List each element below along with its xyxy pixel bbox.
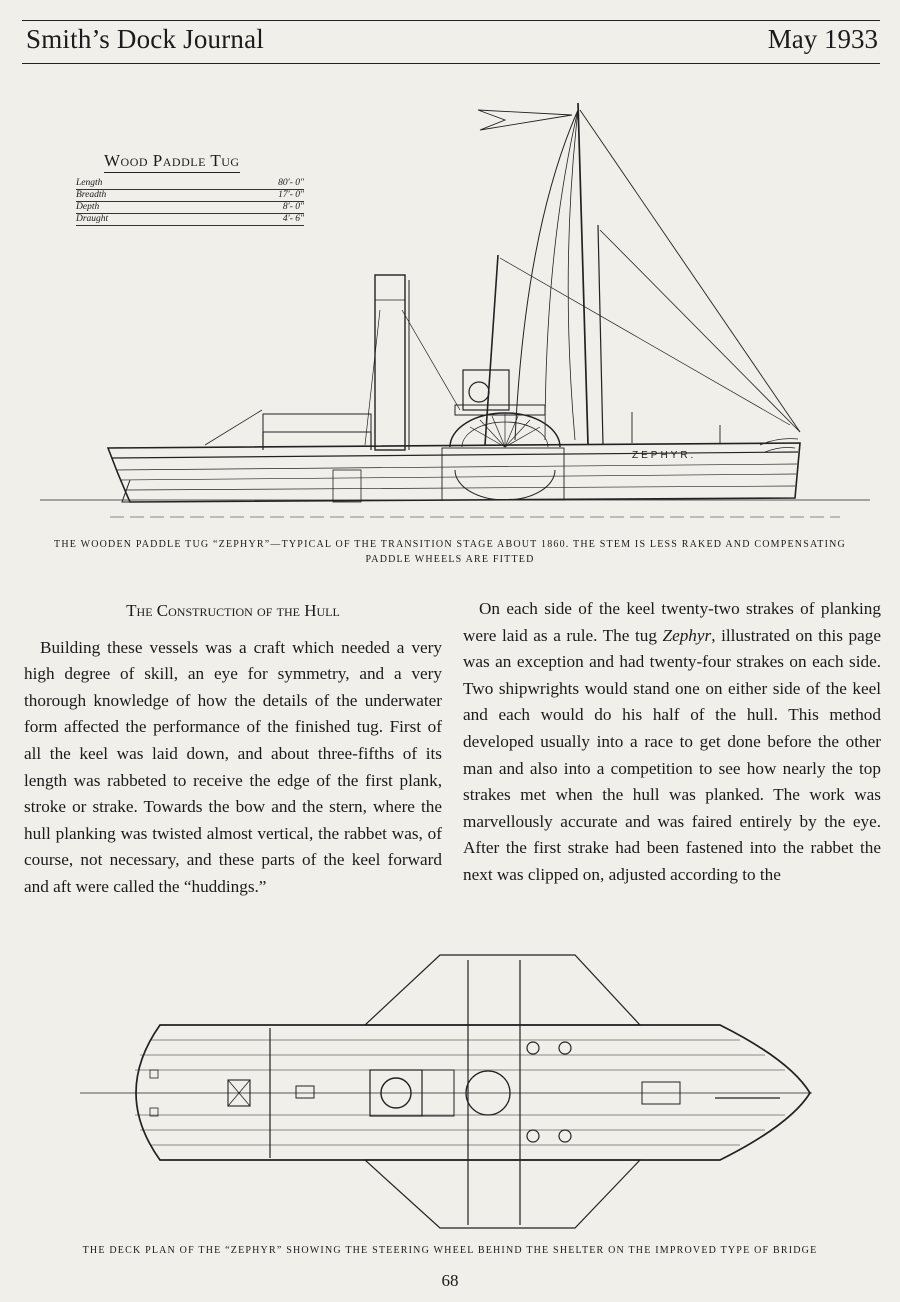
spec-value: 17′- 0″ bbox=[278, 190, 304, 200]
spec-value: 8′- 0″ bbox=[282, 202, 304, 212]
hull-name-label: ZEPHYR. bbox=[632, 450, 697, 461]
spec-value: 4′- 6″ bbox=[282, 214, 304, 224]
paragraph-text: On each side of the keel twenty-two strakes of planking were laid as a rule. The tug bbox=[463, 599, 881, 645]
spec-label: Draught bbox=[76, 214, 109, 224]
spec-value: 80′- 0″ bbox=[278, 178, 304, 188]
header-bottom-rule bbox=[22, 63, 880, 64]
deck-plan-caption: THE DECK PLAN OF THE “ZEPHYR” SHOWING THE STEERING WHEEL BEHIND THE SHELTER ON THE IMPROVED TYPE OF BRIDGE bbox=[82, 1245, 818, 1256]
profile-caption: THE WOODEN PADDLE TUG “ZEPHYR”—TYPICAL OF THE TRANSITION STAGE ABOUT 1860. THE STEM IS LESS RAKED AND COMPENSATING PADDLE WHEELS ARE FITTED bbox=[54, 539, 846, 565]
article-paragraph: Building these vessels was a craft which needed a very high degree of skill, an eye for symmetry, and a very thorough knowledge of how the details of the underwater form affected the performance of the finished tug. First of all the keel was laid down, and about three-fifths of its length was rabbeted to receive the edge of the first plank, stroke or strake. Towards the bow and the stern, where the hull planking was twisted almost vertical, the rabbet was, of course, not necessary, and these parts of the keel forward and aft were called the “huddings.” bbox=[24, 637, 442, 896]
deck-plan-drawing bbox=[0, 945, 900, 1235]
spec-label: Breadth bbox=[76, 190, 107, 200]
issue-date: May 1933 bbox=[767, 24, 878, 54]
article-left-column bbox=[24, 596, 442, 901]
tug-profile-drawing bbox=[0, 95, 900, 535]
ship-name: Zephyr bbox=[662, 625, 712, 645]
article-paragraph bbox=[463, 596, 881, 889]
section-title: The Construction of the Hull bbox=[126, 601, 340, 620]
spec-label: Length bbox=[76, 178, 103, 188]
page-number: 68 bbox=[441, 1271, 459, 1290]
article-right-column bbox=[463, 596, 881, 889]
journal-title: Smith’s Dock Journal bbox=[26, 24, 264, 54]
spec-title: Wood Paddle Tug bbox=[104, 151, 240, 173]
paragraph-text: , illustrated on this page was an exception and had twenty-four strakes on each side. Two shipwrights would stand one on either side of the keel and each would do his half of the hull. This method developed usually into a race to get done before the other man and also into a competition to see how nearly the top strakes met when the hull was planked. The work was marvellously accurate and was faired entirely by the eye. After the first strake had been fastened into the rabbet the next was clipped on, adjusted according to the bbox=[463, 625, 881, 884]
spec-label: Depth bbox=[76, 202, 100, 212]
header-top-rule bbox=[22, 20, 880, 21]
